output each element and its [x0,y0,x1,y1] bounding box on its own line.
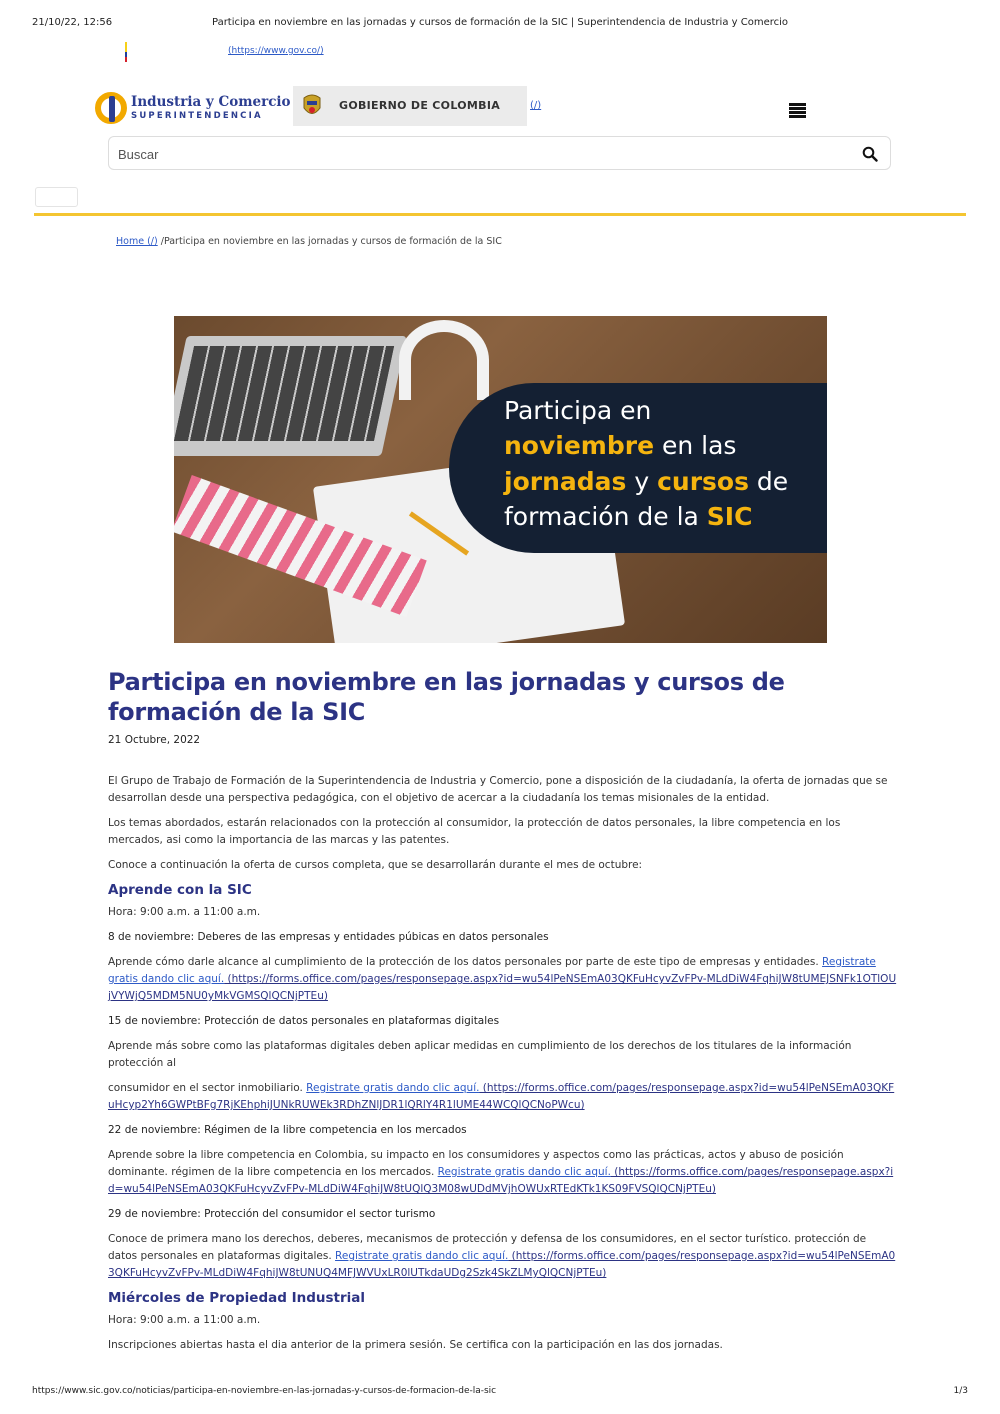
event-title: 8 de noviembre: Deberes de las empresas y entidades púbicas en datos personales [108,931,549,943]
register-link[interactable]: Registrate gratis dando clic aquí. [306,1082,480,1094]
intro-paragraph-1: El Grupo de Trabajo de Formación de la Superintendencia de Industria y Comercio, pone a disposición de la ciudadanía, la oferta de jornadas que se desarrollan desde una perspectiva pedagógica, con el objetivo de acercar a la ciudadanía los temas misionales de la entidad. [108,775,888,804]
gov-co-link[interactable]: (https://www.gov.co/) [228,46,324,56]
section-propiedad-title: Miércoles de Propiedad Industrial [108,1290,366,1306]
logo-line2: SUPERINTENDENCIA [131,111,263,121]
breadcrumb-home-link[interactable]: Home (/) [116,236,158,247]
gobierno-colombia-badge[interactable] [293,86,527,126]
article-date: 21 Octubre, 2022 [108,734,201,746]
headphones-illustration [399,320,489,400]
event-description-pre: Aprende más sobre como las plataformas digitales deben aplicar medidas en cumplimiento de los derechos de los titulares de la información protección al [108,1040,852,1069]
event-title: 29 de noviembre: Protección del consumidor el sector turismo [108,1208,436,1220]
hamburger-menu-icon[interactable] [789,103,806,118]
intro-paragraph-3: Conoce a continuación la oferta de cursos completa, que se desarrollarán durante el mes de octubre: [108,859,643,871]
hero-line2: noviembre en las [504,431,737,460]
section-aprende-title: Aprende con la SIC [108,882,252,898]
register-link[interactable]: Registrate gratis dando clic aquí. [108,956,876,985]
print-page-number: 1/3 [953,1386,968,1396]
print-url: https://www.sic.gov.co/noticias/participa-en-noviembre-en-las-jornadas-y-cursos-de-formacion-de-la-sic [32,1386,497,1396]
hero-line4: formación de la SIC [504,502,753,531]
print-page-title: Participa en noviembre en las jornadas y cursos de formación de la SIC | Superintendencia de Industria y Comercio [211,17,789,28]
register-url[interactable]: (https://forms.office.com/pages/responsepage.aspx?id=wu54lPeNSEmA03QKFuHcyp2Yh6GWPtBFg7RjKEhphiJUNkRUWEk3RDhZNlJDR1lQRlY4R1lUME44WCQlQCNoPWcu) [108,1082,895,1111]
logo-line1: Industria y Comercio [131,94,291,110]
register-url[interactable]: (https://forms.office.com/pages/responsepage.aspx?id=wu54lPeNSEmA03QKFuHcyvZvFPv-MLdDiW4FqhiJW8tUMEJSNFk1OTlOUjVYWjQ5MDM5NU0yMkVGMSQlQCNjPTEu) [108,973,897,1002]
keyboard-illustration [174,346,394,441]
event-description: consumidor en el sector inmobiliario. Registrate gratis dando clic aquí. (https://forms.office.com/pages/responsepage.aspx?id=wu54lPeNSEmA03QKFuHcyp2Yh6GWPtBFg7RjKEhphiJUNkRUWEk3RDhZNlJDR1lQRlY4R1lUME44WCQlQCNoPWcu) [108,1082,895,1111]
event-description: Conoce de primera mano los derechos, deberes, mecanismos de protección y defensa de los consumidores, en el sector turístico. protección de datos personales en plataformas digitales. Registrate gratis dando clic aquí. (https://forms.office.com/pages/responsepage.aspx?id=wu54lPeNSEmA03QKFuHcyvZvFPv-MLdDiW4FqhiJW8tUNUQ4MFJWVUxLR0lUTkdaUDg2Szk4SkZLMyQlQCNjPTEu) [108,1233,896,1279]
colombia-coat-of-arms-icon [301,92,323,120]
hero-image [174,316,827,643]
article-title: Participa en noviembre en las jornadas y cursos de formación de la SIC [108,668,785,726]
event-description: Aprende sobre la libre competencia en Colombia, su impacto en los consumidores y aspectos como las prácticas, actos y abuso de posición dominante. régimen de la libre competencia en los mercados. Registrate gratis dando clic aquí. (https://forms.office.com/pages/responsepage.aspx?id=wu54lPeNSEmA03QKFuHcyvZvFPv-MLdDiW4FqhiJW8tUQlQ3M08wUDdMVjhOWUxRTEdKTk1KS09FVSQlQCNjPTEu) [108,1149,894,1195]
breadcrumb-current: Participa en noviembre en las jornadas y cursos de formación de la SIC [163,236,502,247]
colombia-flag-icon [125,42,127,62]
gov-co-bar [125,40,425,62]
sic-logo-icon [95,92,127,124]
section-aprende-hours: Hora: 9:00 a.m. a 11:00 a.m. [108,906,261,918]
intro-paragraph-2: Los temas abordados, estarán relacionados con la protección al consumidor, la protección de datos personales, la libre competencia en los mercados, asi como la importancia de las marcas y las patentes. [108,817,841,846]
section-propiedad-note: Inscripciones abiertas hasta el dia anterior de la primera sesión. Se certifica con la participación en las dos jornadas. [108,1339,723,1351]
sic-logo[interactable] [95,90,291,124]
header-divider [34,213,966,216]
language-selector[interactable] [35,187,78,207]
search-input[interactable] [118,144,838,164]
print-header [32,17,968,31]
search-icon[interactable] [862,146,878,162]
breadcrumb-separator: / [157,236,164,247]
register-url[interactable]: (https://forms.office.com/pages/responsepage.aspx?id=wu54lPeNSEmA03QKFuHcyvZvFPv-MLdDiW4FqhiJW8tUNUQ4MFJWVUxLR0lUTkdaUDg2Szk4SkZLMyQlQCNjPTEu) [108,1250,896,1279]
hero-line3: jornadas y cursos de [504,467,789,496]
hero-line1: Participa en [504,396,652,425]
section-propiedad-hours: Hora: 9:00 a.m. a 11:00 a.m. [108,1314,261,1326]
event-description: Aprende cómo darle alcance al cumplimiento de la protección de los datos personales por parte de este tipo de empresas y entidades. Registrate gratis dando clic aquí. (https://forms.office.com/pages/responsepage.aspx?id=wu54lPeNSEmA03QKFuHcyvZvFPv-MLdDiW4FqhiJW8tUMEJSNFk1OTlOUjVYWjQ5MDM5NU0yMkVGMSQlQCNjPTEu) [108,956,897,1002]
article-body [108,773,898,1362]
site-header [95,86,810,128]
event-title: 22 de noviembre: Régimen de la libre competencia en los mercados [108,1124,467,1136]
search-bar [108,136,891,170]
breadcrumb [116,236,502,247]
register-url[interactable]: (https://forms.office.com/pages/responsepage.aspx?id=wu54lPeNSEmA03QKFuHcyvZvFPv-MLdDiW4FqhiJW8tUQlQ3M08wUDdMVjhOWUxRTEdKTk1KS09FVSQlQCNjPTEu) [108,1166,894,1195]
gov-badge-text: GOBIERNO DE COLOMBIA [339,99,501,112]
event-title: 15 de noviembre: Protección de datos personales en plataformas digitales [108,1015,500,1027]
register-link[interactable]: Registrate gratis dando clic aquí. [437,1166,611,1178]
print-footer [32,1386,968,1400]
print-datetime: 21/10/22, 12:56 [32,17,113,28]
home-link[interactable]: (/) [530,100,542,111]
register-link[interactable]: Registrate gratis dando clic aquí. [335,1250,509,1262]
